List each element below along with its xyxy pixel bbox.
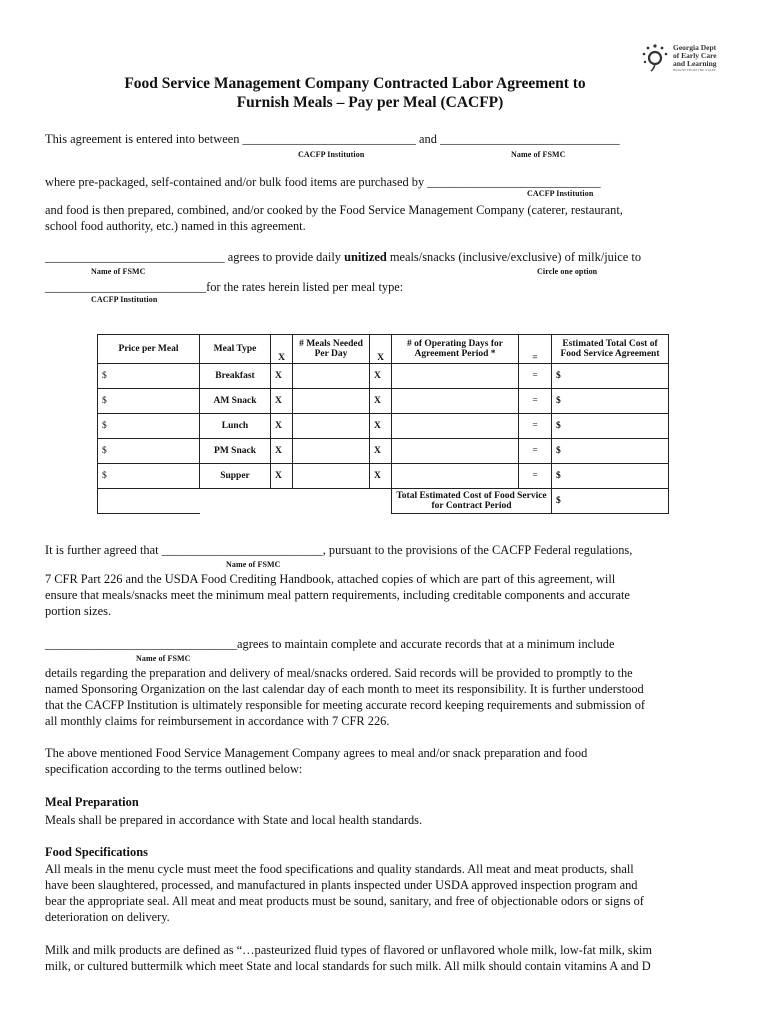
intro-line-3: and food is then prepared, combined, and/or cooked by the Food Service Management Company (caterer, restaurant, [45,203,623,217]
caption-cacfp-institution-2: CACFP Institution [527,189,594,198]
total-cell[interactable]: $ [552,464,669,489]
total-cell[interactable]: $ [552,439,669,464]
records-line-3: named Sponsoring Organization on the last calendar day of each month to meet its responsibility. It is further understood [45,682,644,696]
further-line-4: portion sizes. [45,604,112,618]
agrees-line-2: __________________________for the rates herein listed per meal type: [45,280,404,294]
food-spec-line-1: All meals in the menu cycle must meet the food specifications and quality standards. All meat and meat products, shall [45,862,634,876]
food-spec-line-4: deterioration on delivery. [45,910,170,924]
x-cell: X [271,439,293,464]
meal-preparation-heading: Meal Preparation [45,795,139,809]
header-meals-needed: # Meals Needed Per Day [293,335,370,364]
records-line-2: details regarding the preparation and delivery of meal/snacks ordered. Said records will be provided to promptly to the [45,666,633,680]
records-line-1: _______________________________agrees to maintain complete and accurate records that at a minimum include [45,637,615,651]
x-cell: X [271,414,293,439]
caption-fsmc-name: Name of FSMC [511,150,566,159]
records-line-5: all monthly claims for reimbursement in accordance with 7 CFR 226. [45,714,390,728]
caption-fsmc-name-4: Name of FSMC [136,654,191,663]
food-specifications-heading: Food Specifications [45,845,148,859]
meals-needed-cell[interactable] [293,439,370,464]
header-price: Price per Meal [98,335,200,364]
price-cell[interactable]: $ [98,439,200,464]
x-cell: X [370,364,392,389]
caption-cacfp-institution: CACFP Institution [298,150,365,159]
meals-needed-cell[interactable] [293,364,370,389]
operating-days-cell[interactable] [392,439,519,464]
table-row [98,389,669,414]
sunflower-icon [640,42,670,72]
meal-type-cell: Supper [200,464,271,489]
meal-preparation-text: Meals shall be prepared in accordance with State and local health standards. [45,813,423,827]
x-cell: X [271,389,293,414]
header-meal-type: Meal Type [200,335,271,364]
intro-line-1: This agreement is entered into between ____________________________ and _____________________________ [45,132,620,146]
equals-cell: = [519,464,552,489]
x-cell: X [370,464,392,489]
caption-cacfp-institution-3: CACFP Institution [91,295,158,304]
logo-tagline: BRIGHT FROM THE START [673,68,716,72]
equals-cell: = [519,389,552,414]
meal-type-cell: PM Snack [200,439,271,464]
further-line-1: It is further agreed that __________________________, pursuant to the provisions of the CACFP Federal regulations, [45,543,633,557]
equals-cell: = [519,439,552,464]
price-cell[interactable]: $ [98,389,200,414]
x-cell: X [370,414,392,439]
agency-logo [640,42,730,74]
food-spec-line-3: bear the appropriate seal. All meat and meat products must be sound, sanitary, and free of objectionable odors or signs of [45,894,644,908]
meal-type-cell: AM Snack [200,389,271,414]
x-cell: X [370,389,392,414]
records-line-4: that the CACFP Institution is ultimately responsible for meeting accurate record keeping requirements and submission of [45,698,646,712]
operating-days-cell[interactable] [392,464,519,489]
meal-type-cell: Breakfast [200,364,271,389]
milk-line-1: Milk and milk products are defined as “…pasteurized fluid types of flavored or unflavored whole milk, low-fat milk, skim [45,943,652,957]
above-line-2: specification according to the terms outlined below: [45,762,303,776]
further-line-2: 7 CFR Part 226 and the USDA Food Crediting Handbook, attached copies of which are part of this agreement, will [45,572,616,586]
x-cell: X [370,439,392,464]
table-row [98,439,669,464]
further-line-3: ensure that meals/snacks meet the minimum meal pattern requirements, including creditable components and accurate [45,588,630,602]
price-cell[interactable]: $ [98,414,200,439]
price-cell[interactable]: $ [98,464,200,489]
intro-line-2: where pre-packaged, self-contained and/or bulk food items are purchased by ____________________________ [45,175,601,189]
header-x2: X [370,335,392,364]
milk-line-2: milk, or cultured buttermilk which meet State and local standards for such milk. All milk should contain vitamins A and D [45,959,651,973]
header-estimated-total: Estimated Total Cost of Food Service Agreement [552,335,669,364]
table-row [98,464,669,489]
equals-cell: = [519,414,552,439]
operating-days-cell[interactable] [392,414,519,439]
above-line-1: The above mentioned Food Service Management Company agrees to meal and/or snack preparation and food [45,746,588,760]
table-header-row [98,335,669,364]
caption-fsmc-name-2: Name of FSMC [91,267,146,276]
x-cell: X [271,464,293,489]
table-total-row [98,489,669,514]
total-cell[interactable]: $ [552,364,669,389]
total-label: Total Estimated Cost of Food Service for Contract Period [392,489,552,514]
meals-needed-cell[interactable] [293,464,370,489]
caption-fsmc-name-3: Name of FSMC [226,560,281,569]
meals-needed-cell[interactable] [293,414,370,439]
table-row [98,364,669,389]
meal-cost-table [97,334,669,514]
document-title: Food Service Management Company Contracted Labor Agreement to Furnish Meals – Pay per Meal (CACFP) [124,75,586,111]
intro-line-4: school food authority, etc.) named in this agreement. [45,219,306,233]
agrees-line-1: _____________________________ agrees to provide daily unitized meals/snacks (inclusive/exclusive) of milk/juice to [45,250,642,264]
header-x1: X [271,335,293,364]
header-equals: = [519,335,552,364]
table-row [98,414,669,439]
logo-text: Georgia Dept of Early Care and Learning [673,43,717,68]
x-cell: X [271,364,293,389]
header-operating-days: # of Operating Days for Agreement Period * [392,335,519,364]
caption-circle-option: Circle one option [537,267,598,276]
total-cell[interactable]: $ [552,414,669,439]
total-cell[interactable]: $ [552,389,669,414]
meals-needed-cell[interactable] [293,389,370,414]
equals-cell: = [519,364,552,389]
total-value[interactable]: $ [552,489,669,514]
price-cell[interactable]: $ [98,364,200,389]
operating-days-cell[interactable] [392,364,519,389]
meal-type-cell: Lunch [200,414,271,439]
food-spec-line-2: have been slaughtered, processed, and manufactured in plants inspected under USDA approved inspection program and [45,878,638,892]
operating-days-cell[interactable] [392,389,519,414]
